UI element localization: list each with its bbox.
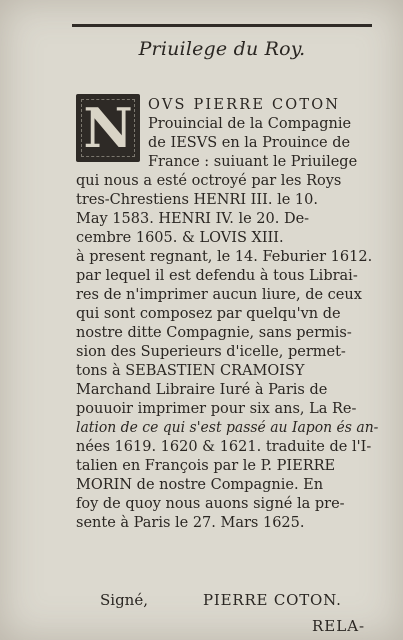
text-line: talien en François par le P. PIERRE [76, 458, 336, 474]
text-line: à present regnant, le 14. Feburier 1612. [76, 249, 373, 265]
text-line: par lequel il est defendu à tous Librai- [76, 268, 358, 284]
text-line: Prouincial de la Compagnie [148, 116, 352, 132]
signe-label: Signé, [100, 591, 148, 609]
decorated-initial [76, 94, 140, 162]
text-line: sion des Superieurs d'icelle, permet- [76, 344, 346, 360]
text-line: pouuoir imprimer pour six ans, La Re- [76, 401, 357, 417]
text-line: tres-Chrestiens HENRI III. le 10. [76, 192, 318, 208]
text-line: res de n'imprimer aucun liure, de ceux [76, 287, 362, 303]
text-line: lation de ce qui s'est passé au Iapon és an- [76, 420, 379, 436]
text-line: May 1583. HENRI IV. le 20. De- [76, 211, 310, 227]
text-line: de IESVS en la Prouince de [148, 135, 351, 151]
text-line: OVS PIERRE COTON [148, 97, 341, 113]
text-line: qui nous a esté octroyé par les Roys [76, 173, 342, 189]
text-line: Marchand Libraire Iuré à Paris de [76, 382, 328, 398]
text-line: qui sont composez par quelqu'vn de [76, 306, 341, 322]
header-rule [72, 24, 372, 27]
initial-letter: N [83, 96, 133, 160]
text-line: MORIN de nostre Compagnie. En [76, 477, 324, 493]
text-line: foy de quoy nous auons signé la pre- [76, 496, 345, 512]
text-line: nostre ditte Compagnie, sans permis- [76, 325, 352, 341]
catchword: RELA- [312, 617, 366, 635]
text-line: nées 1619. 1620 & 1621. traduite de l'I- [76, 439, 372, 455]
text-line: sente à Paris le 27. Mars 1625. [76, 515, 305, 531]
text-line: France : suiuant le Priuilege [148, 154, 358, 170]
text-line: tons à SEBASTIEN CRAMOISY [76, 363, 305, 379]
text-line: cembre 1605. & LOVIS XIII. [76, 230, 284, 246]
page-title: Priuilege du Roy. [138, 38, 306, 60]
signature-name: PIERRE COTON. [203, 591, 342, 609]
